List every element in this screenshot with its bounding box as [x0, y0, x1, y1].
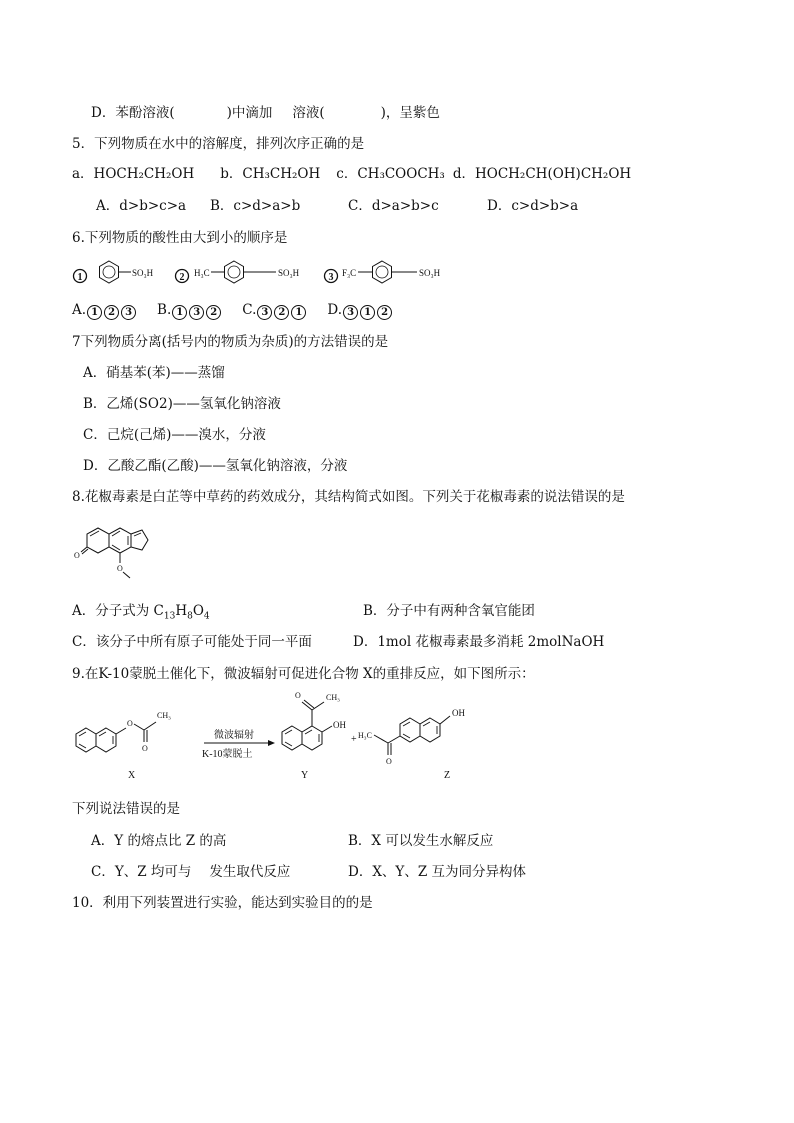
q10-stem: 10．利用下列装置进行实验，能达到实验目的的是	[72, 895, 373, 911]
q7-option-d: D．乙酸乙酯(乙酸)——氢氧化钠溶液，分液	[83, 458, 348, 474]
q9-option-a: A．Y 的熔点比 Z 的高	[91, 833, 227, 849]
q8-option-a: A．分子式为 $C_{13}H_8O_4$	[72, 603, 210, 622]
q6-f3c: F₃C	[342, 268, 357, 278]
q5-option-d: D．c>d>b>a	[487, 198, 579, 214]
q7-option-a: A．硝基苯(苯)——蒸馏	[83, 365, 225, 381]
q5-option-c: C．d>a>b>c	[348, 198, 439, 214]
cond-bottom: K-10蒙脱土	[202, 749, 253, 760]
compound-z	[358, 708, 465, 781]
q8-carbonyl-o: O	[74, 551, 80, 560]
y-ch3: CH₃	[326, 693, 340, 702]
q6-marker-3-num: 3	[328, 272, 334, 283]
q8-option-c: C．该分子中所有原子可能处于同一平面	[72, 634, 312, 650]
q8-option-b: B．分子中有两种含氧官能团	[363, 603, 535, 619]
q6-stem: 6.下列物质的酸性由大到小的顺序是	[72, 230, 288, 246]
q6-group-1: SO₃H	[132, 268, 154, 278]
label-y: Y	[301, 770, 309, 781]
benzene-ring-2	[225, 261, 244, 283]
q7-option-c: C．己烷(己烯)——溴水，分液	[83, 427, 266, 443]
q5-compounds: a．HOCH₂CH₂OH b．CH₃CH₂OH c．CH₃COOCH₃ d．HOCH₂CH(OH)CH₂OH	[72, 166, 632, 182]
q6-structures	[72, 254, 532, 290]
compound-y	[282, 691, 346, 781]
z-oh: OH	[452, 708, 465, 718]
q7-stem: 7下列物质分离(括号内的物质为杂质)的方法错误的是	[72, 334, 389, 350]
q8-xanthotoxin-structure	[72, 516, 192, 586]
q6-group-2: SO₃H	[278, 268, 300, 278]
q5-option-a: A．d>b>c>a	[96, 198, 187, 214]
reaction-arrow	[202, 728, 275, 760]
x-carbonyl-o: O	[142, 744, 148, 753]
z-carbonyl-o: O	[386, 757, 392, 766]
q9-option-c: C．Y、Z 均可与 发生取代反应	[91, 864, 291, 880]
x-ester-o: O	[127, 719, 133, 728]
x-ch3: CH₃	[157, 711, 171, 720]
y-oh: OH	[333, 720, 346, 730]
compound-x	[76, 711, 171, 781]
benzene-ring-3	[373, 261, 392, 283]
q6-marker-2-num: 2	[179, 272, 185, 283]
label-z: Z	[444, 770, 451, 781]
plus-sign: +	[351, 734, 357, 745]
q8-stem: 8.花椒毒素是白芷等中草药的药效成分，其结构简式如图。下列关于花椒毒素的说法错误的是	[72, 489, 625, 505]
q7-option-b: B．乙烯(SO2)——氢氧化钠溶液	[83, 396, 281, 412]
q6-h3c: H₃C	[194, 268, 210, 278]
cond-top: 微波辐射	[214, 730, 254, 741]
q5-option-b: B．c>d>a>b	[210, 198, 301, 214]
q6-group-3: SO₃H	[419, 268, 441, 278]
y-carbonyl-o: O	[295, 691, 301, 700]
q8-option-d: D．1mol 花椒毒素最多消耗 2molNaOH	[353, 634, 605, 650]
q6-options: A. 1 2 3 B. 1 3 2 C. 3 2 1 D. 3 1 2	[72, 301, 393, 320]
q9-stem: 9.在K-10蒙脱土催化下，微波辐射可促进化合物 X的重排反应，如下图所示：	[72, 666, 535, 682]
q5-stem: 5．下列物质在水中的溶解度，排列次序正确的是	[72, 136, 365, 152]
q9-reaction-scheme	[72, 688, 532, 788]
q4-option-d: D．苯酚溶液( )中滴加 溶液( )，呈紫色	[91, 105, 440, 121]
label-x: X	[128, 770, 136, 781]
q8-methoxy-o: O	[117, 564, 123, 573]
q6-marker-1-num: 1	[77, 272, 83, 283]
q9-option-b: B．X 可以发生水解反应	[348, 833, 494, 849]
z-h3c: H₃C	[358, 731, 372, 740]
q9-option-d: D．X、Y、Z 互为同分异构体	[348, 864, 527, 880]
benzene-ring-1	[100, 261, 119, 283]
q9-question: 下列说法错误的是	[72, 801, 180, 817]
